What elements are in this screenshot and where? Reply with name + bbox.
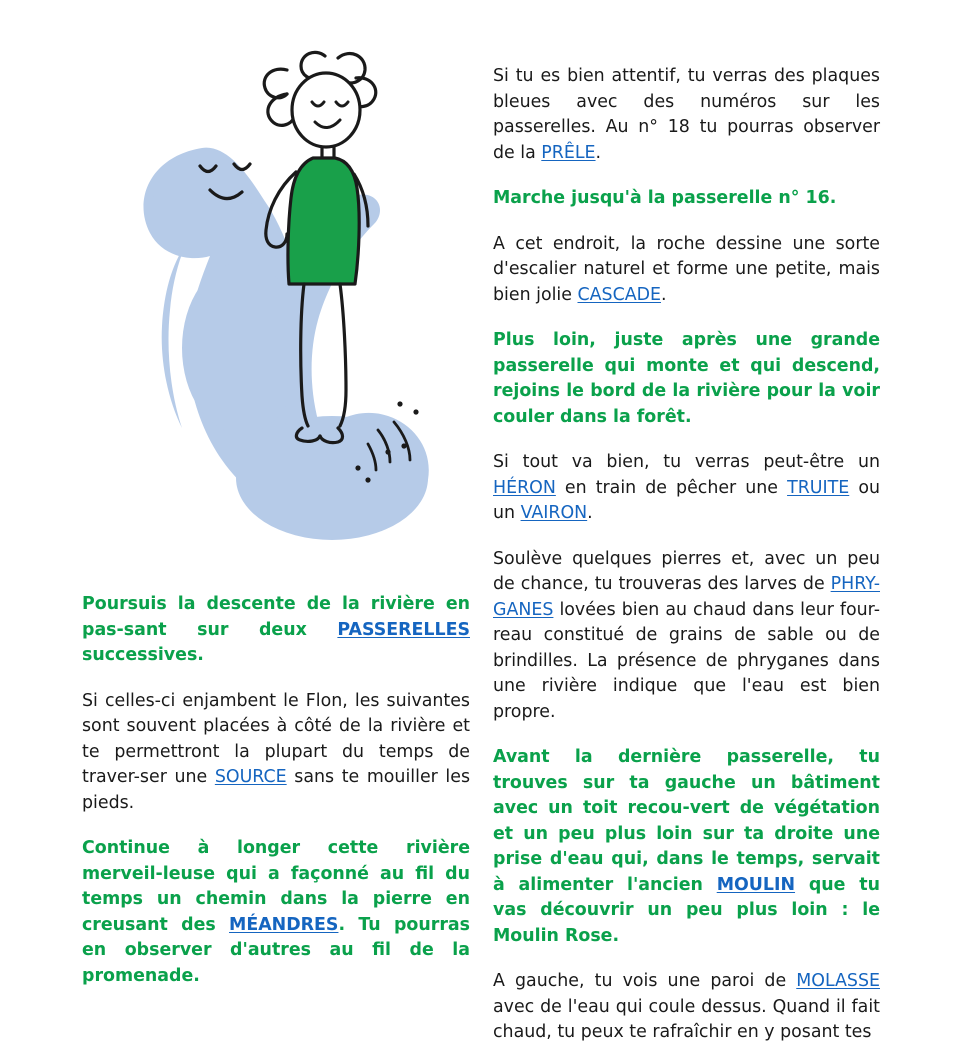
text-run: en train de pêcher une xyxy=(555,477,788,498)
right-column xyxy=(493,64,880,1046)
river-blue-shape xyxy=(143,148,428,540)
text-run: avec de l'eau qui coule dessus. Quand il fait chaud, tu peux te rafraîchir en y posant tes xyxy=(493,996,880,1042)
text-run: A cet endroit, la roche dessine une sorte d'escalier naturel et forme une petite, mais bien jolie xyxy=(493,233,880,305)
text-run: successives. xyxy=(82,645,204,665)
keyword-link-passerelles[interactable]: PASSERELLES xyxy=(337,619,470,640)
text-run: Si tout va bien, tu verras peut-être un xyxy=(493,452,880,472)
left-column xyxy=(82,48,470,989)
keyword-link-meandres[interactable]: MÉANDRES xyxy=(229,914,339,935)
text-run: Avant la dernière passerelle, tu trouves sur ta gauche un bâtiment avec un toit recou-vert de végétation et un peu plus loin sur ta droite une prise d'eau qui, dans le temps, servait à alimenter l'ancien xyxy=(493,747,880,895)
text-run: . xyxy=(587,503,593,523)
keyword-link-source[interactable]: SOURCE xyxy=(214,767,287,787)
text-run: Si celles-ci enjambent le Flon, les suivantes sont souvent placées à côté de la rivière et te permettront la plupart du temps de traver-ser une xyxy=(82,690,470,787)
text-run: que tu vas découvrir un peu plus loin : le Moulin Rose. xyxy=(493,874,880,946)
text-run: A gauche, tu vois une paroi de xyxy=(493,971,797,991)
paragraph-black-heron-truite-vairon xyxy=(493,450,880,527)
keyword-link-cascade[interactable]: CASCADE xyxy=(577,284,661,305)
keyword-link-truite[interactable]: TRUITE xyxy=(787,477,850,498)
text-run: . Tu pourras en observer d'autres au fil de la promenade. xyxy=(82,914,470,986)
keyword-link-prele[interactable]: PRÊLE xyxy=(541,142,596,163)
text-run: Soulève quelques pierres et, avec un peu de chance, tu trouveras des larves de xyxy=(493,548,880,594)
paragraph-black-prele xyxy=(493,64,880,166)
text-run: lovées bien au chaud dans leur four-reau constitué de grains de sable ou de brindilles. La présence de phryganes dans une rivière indique que l'eau est bien propre. xyxy=(493,599,880,722)
paragraph-green-moulin xyxy=(493,745,880,949)
paragraph-black-phryganes xyxy=(493,547,880,726)
paragraph-black-molasse xyxy=(493,969,880,1046)
text-run: sans te mouiller les pieds. xyxy=(82,767,471,813)
paragraph-green-passerelle-16 xyxy=(493,186,880,212)
keyword-link-heron[interactable]: HÉRON xyxy=(493,477,556,498)
paragraph-black-cascade xyxy=(493,232,880,309)
text-run: Plus loin, juste après une grande passerelle qui monte et qui descend, rejoins le bord de la rivière pour la voir couler dans la forêt. xyxy=(493,330,880,427)
illustration-character-on-river xyxy=(82,48,470,578)
paragraph-green-bord-riviere xyxy=(493,328,880,430)
keyword-link-moulin[interactable]: MOULIN xyxy=(716,874,796,895)
keyword-link-vairon[interactable]: VAIRON xyxy=(520,503,588,523)
paragraph-black-source xyxy=(82,689,470,817)
paragraph-green-passerelles xyxy=(82,592,470,669)
text-run: Marche jusqu'à la passerelle n° 16. xyxy=(493,188,837,208)
text-run: Continue à longer cette rivière merveil-leuse qui a façonné au fil du temps un chemin dans la pierre en creusant des xyxy=(82,838,470,935)
text-run: Si tu es bien attentif, tu verras des plaques bleues avec des numéros sur les passerelles. Au n° 18 tu pourras observer de la xyxy=(493,66,880,163)
paragraph-green-meandres xyxy=(82,836,470,989)
text-run: Poursuis la descente de la rivière en pas-sant sur deux xyxy=(82,594,470,640)
text-run: ou un xyxy=(493,477,880,523)
keyword-link-phryganes[interactable]: PHRY-GANES xyxy=(493,574,880,620)
text-run: . xyxy=(660,284,667,305)
keyword-link-molasse[interactable]: MOLASSE xyxy=(796,971,880,991)
text-run: . xyxy=(595,142,602,163)
